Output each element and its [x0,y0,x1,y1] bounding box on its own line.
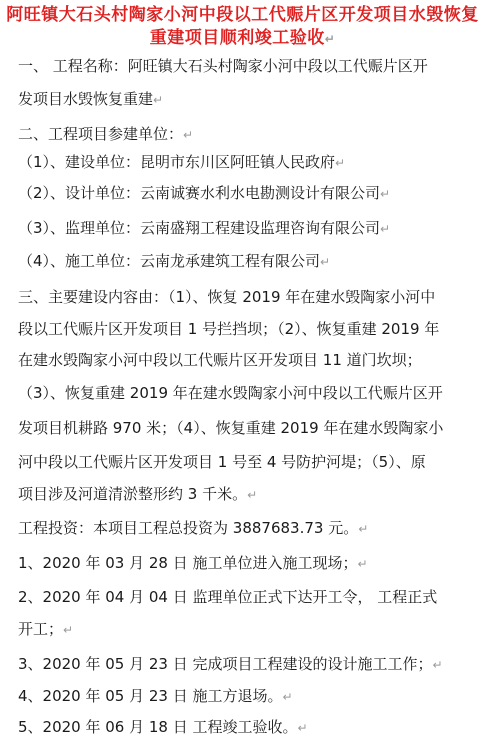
paragraph-mark-icon: ↵ [247,488,258,502]
content-line-3: 在建水毁陶家小河中段以工代赈片区开发项目 11 道门坎坝； [18,351,422,369]
investment-line [18,518,479,539]
paragraph-mark-icon: ↵ [357,557,368,571]
construction-unit-text: （1）、建设单位：昆明市东川区阿旺镇人民政府 [18,153,336,171]
content-line-7 [18,484,479,505]
paragraph-mark-icon: ↵ [153,93,164,107]
builder-unit-text: （4）、施工单位：云南龙承建筑工程有限公司 [18,252,321,270]
milestone-4-text: 4、2020 年 05 月 23 日 施工方退场。 [18,687,283,705]
paragraph-mark-icon: ↵ [358,522,369,536]
design-unit [18,183,479,204]
builder-unit [18,251,479,272]
paragraph-mark-icon: ↵ [380,187,391,201]
paragraph-mark-icon: ↵ [63,623,74,637]
content-line-5: 发项目机耕路 970 米；（4）、恢复重建 2019 年在建水毁陶家小 [18,419,444,437]
content-line-4: （3）、恢复重建 2019 年在建水毁陶家小河中段以工代赈片区开 [18,384,443,402]
supervision-unit-text: （3）、监理单位：云南盛翔工程建设监理咨询有限公司 [18,219,381,237]
title-line-1: 阿旺镇大石头村陶家小河中段以工代赈片区开发项目水毁恢复 [6,5,479,25]
design-unit-text: （2）、设计单位：云南诚赛水利水电勘测设计有限公司 [18,184,381,202]
paragraph-mark-icon: ↵ [335,156,346,170]
content-line-1: 三、主要建设内容由：（1）、恢复 2019 年在建水毁陶家小河中 [18,288,436,306]
milestone-5-text: 5、2020 年 06 月 18 日 工程竣工验收。 [18,718,298,736]
milestone-1 [18,553,479,574]
project-name-line-2-text: 发项目水毁恢复重建 [18,90,154,108]
paragraph-mark-icon: ↵ [297,721,308,735]
paragraph-mark-icon: ↵ [324,32,336,46]
content-line-2: 段以工代赈片区开发项目 1 号拦挡坝；（2）、恢复重建 2019 年 [18,320,440,338]
milestone-4 [18,686,479,707]
paragraph-mark-icon: ↵ [320,255,331,269]
investment-text: 工程投资：本项目工程总投资为 3887683.73 元。 [18,519,359,537]
paragraph-mark-icon: ↵ [183,128,194,142]
content-line-6: 河中段以工代赈片区开发项目 1 号至 4 号防护河堤；（5）、原 [18,453,426,471]
participants-heading [18,124,479,145]
construction-unit [18,152,479,173]
paragraph-mark-icon: ↵ [282,690,293,704]
milestone-3-text: 3、2020 年 05 月 23 日 完成项目工程建设的设计施工工作； [18,655,433,673]
title-line-2-text: 重建项目顺利竣工验收 [149,28,325,48]
paragraph-mark-icon: ↵ [432,658,443,672]
milestone-1-text: 1、2020 年 03 月 28 日 施工单位进入施工现场； [18,554,358,572]
participants-heading-text: 二、工程项目参建单位： [18,125,184,143]
milestone-2-line-2-text: 开工； [18,620,64,638]
milestone-3 [18,654,479,675]
supervision-unit [18,218,479,239]
milestone-2-line-2 [18,619,479,640]
project-name-line-1: 一、 工程名称：阿旺镇大石头村陶家小河中段以工代赈片区开 [18,57,428,75]
milestone-2-line-1: 2、2020 年 04 月 04 日 监理单位正式下达开工令， 工程正式 [18,588,438,606]
document-title [0,4,485,51]
project-name-line-2 [18,89,479,110]
milestone-5 [18,717,479,738]
content-line-7-text: 项目涉及河道清淤整形约 3 千米。 [18,485,248,503]
title-line-2 [0,27,485,51]
paragraph-mark-icon: ↵ [380,222,391,236]
